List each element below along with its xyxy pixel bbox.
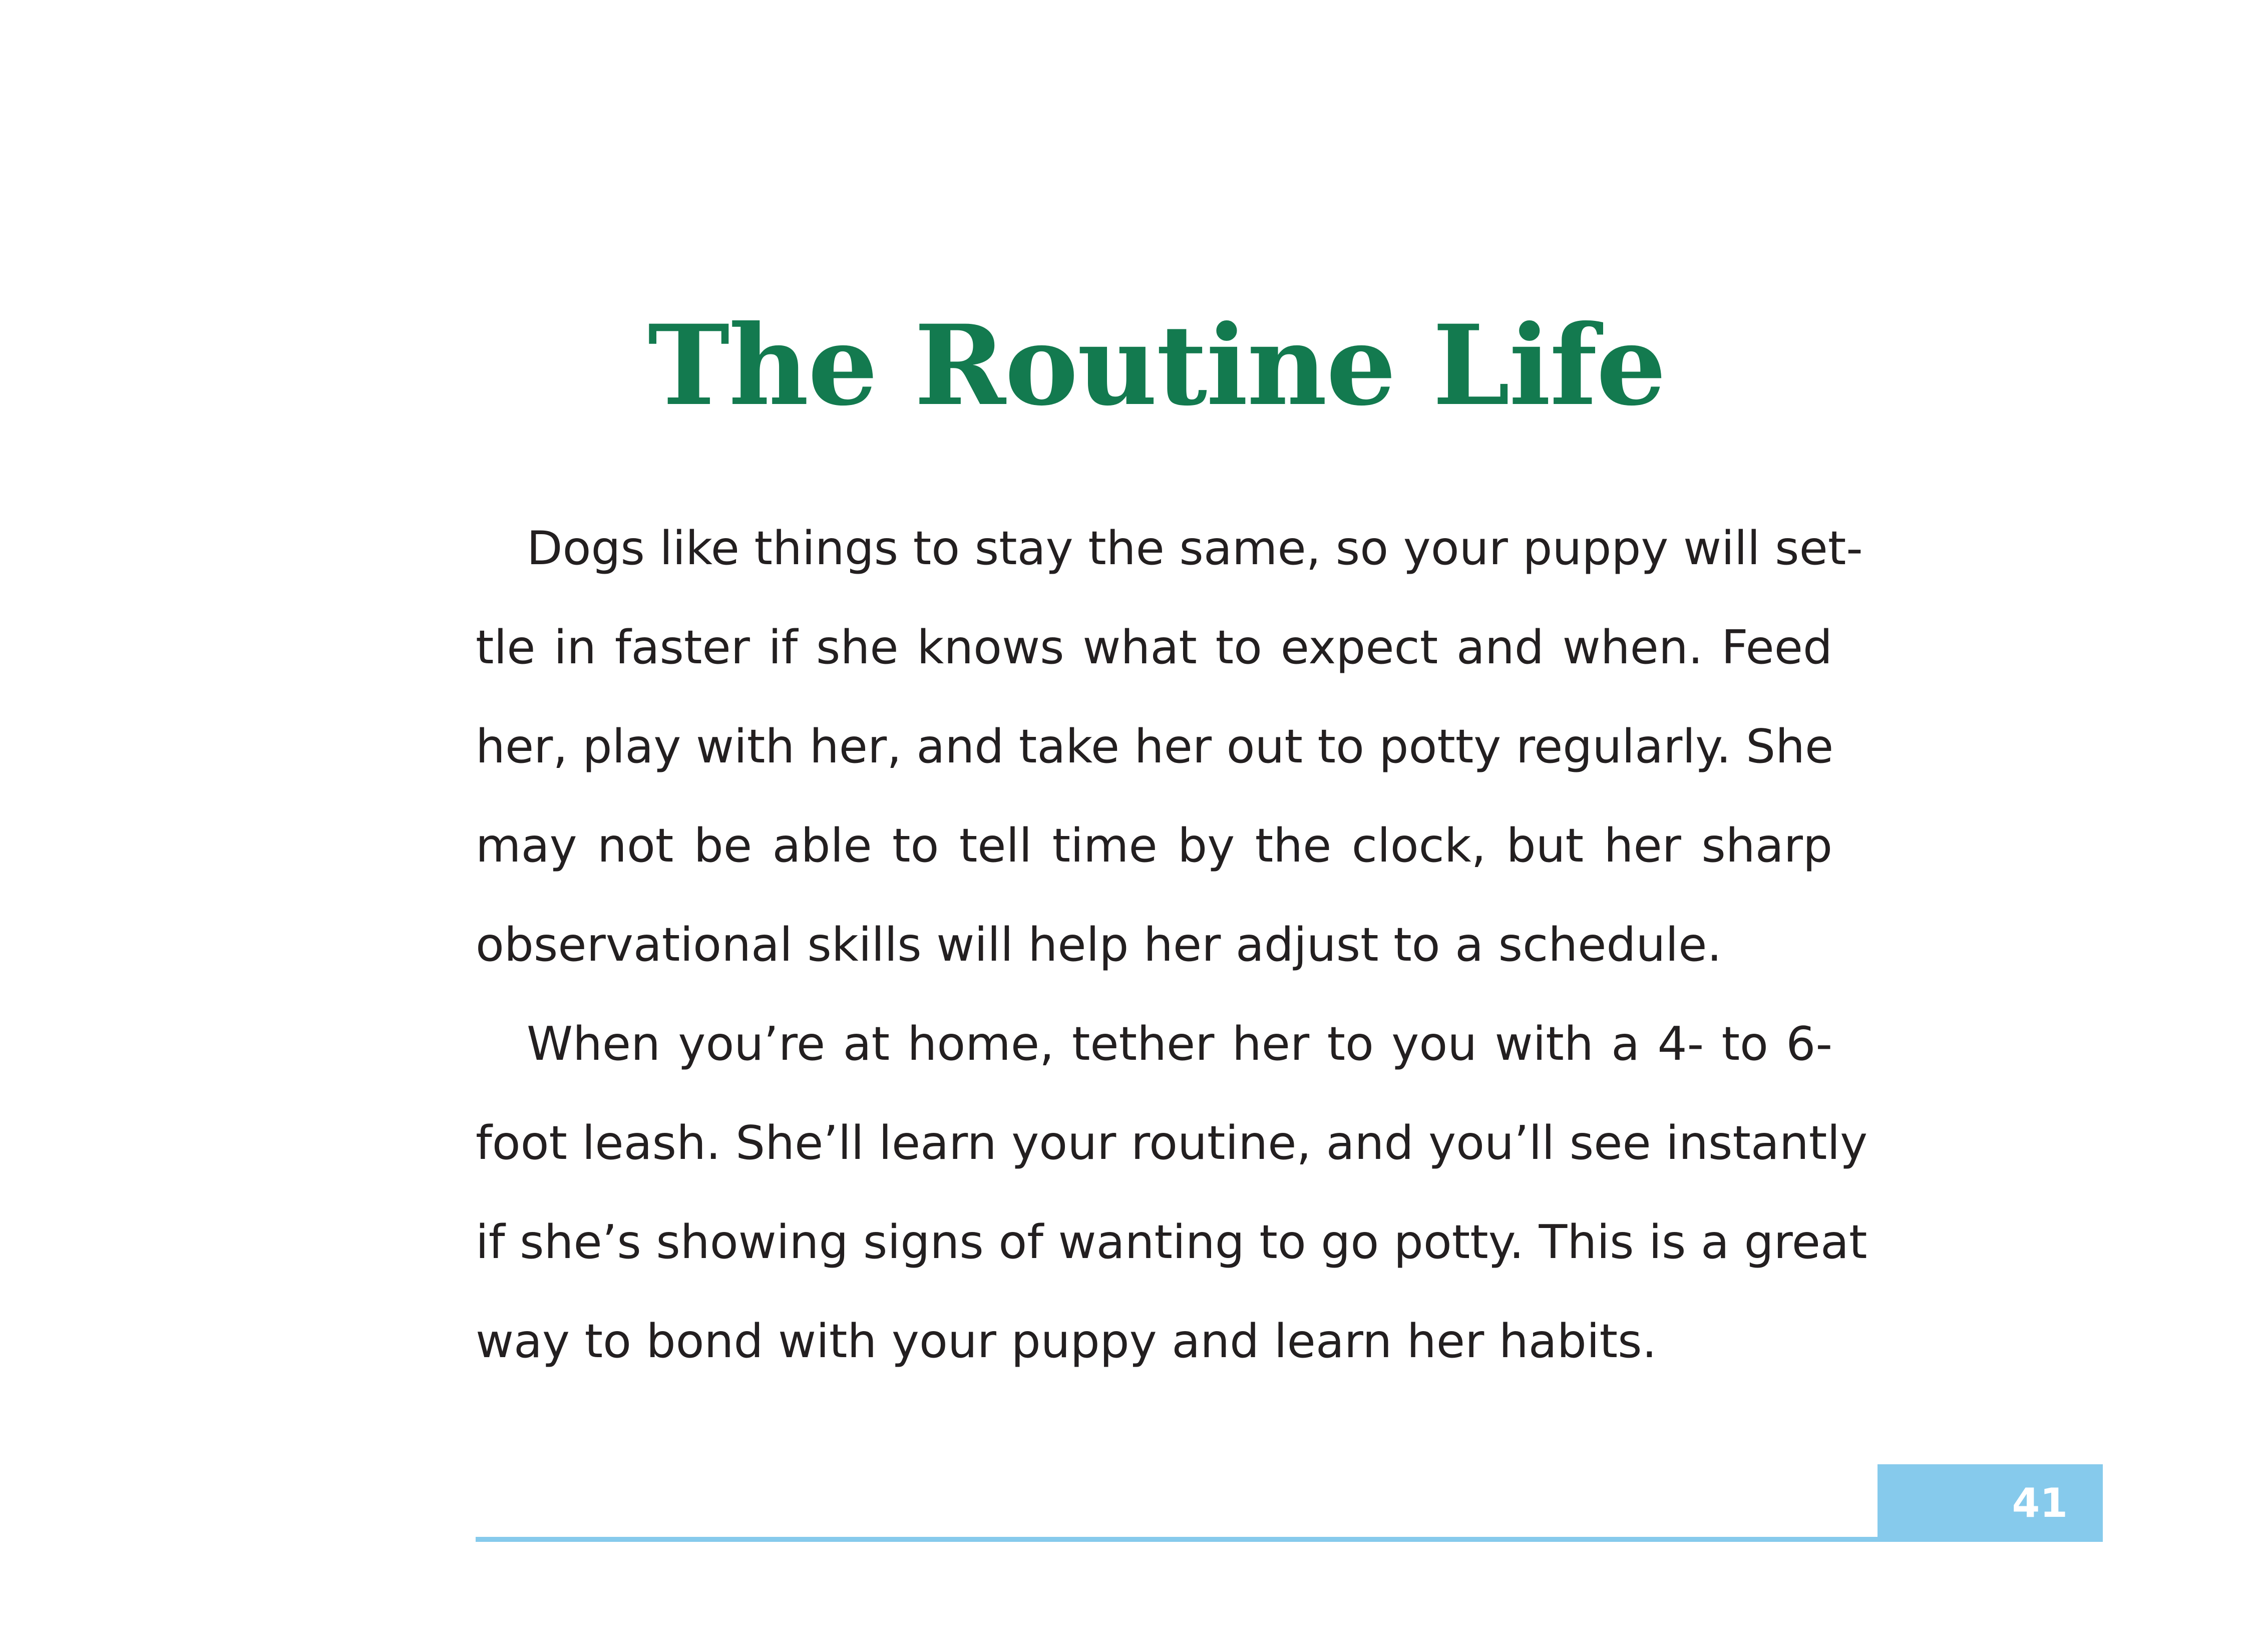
page-title: The Routine Life [647, 300, 1666, 430]
paragraph-1-line-3: her, play with her, and take her out to potty regularly. She [476, 719, 1834, 773]
paragraph-1-line-1: Dogs like things to stay the same, so your puppy will set- [527, 521, 1863, 575]
paragraph-1-line-5: observational skills will help her adjust to a schedule. [476, 918, 1722, 972]
paragraph-1-line-4: may not be able to tell time by the clock, but her sharp [476, 818, 1832, 873]
paragraph-2-line-2: foot leash. She’ll learn your routine, and you’ll see instantly [476, 1116, 1868, 1170]
paragraph-2-line-4: way to bond with your puppy and learn her habits. [476, 1314, 1657, 1368]
footer-rule [476, 1537, 1878, 1542]
body-text [476, 521, 1868, 1415]
paragraph-2-line-1: When you’re at home, tether her to you with a 4- to 6- [527, 1017, 1832, 1071]
paragraph-1-line-2: tle in faster if she knows what to expect and when. Feed [476, 620, 1832, 674]
page-number-badge [1878, 1464, 2103, 1542]
paragraph-2-line-3: if she’s showing signs of wanting to go potty. This is a great [476, 1215, 1867, 1269]
page-number: 41 [2012, 1480, 2068, 1526]
